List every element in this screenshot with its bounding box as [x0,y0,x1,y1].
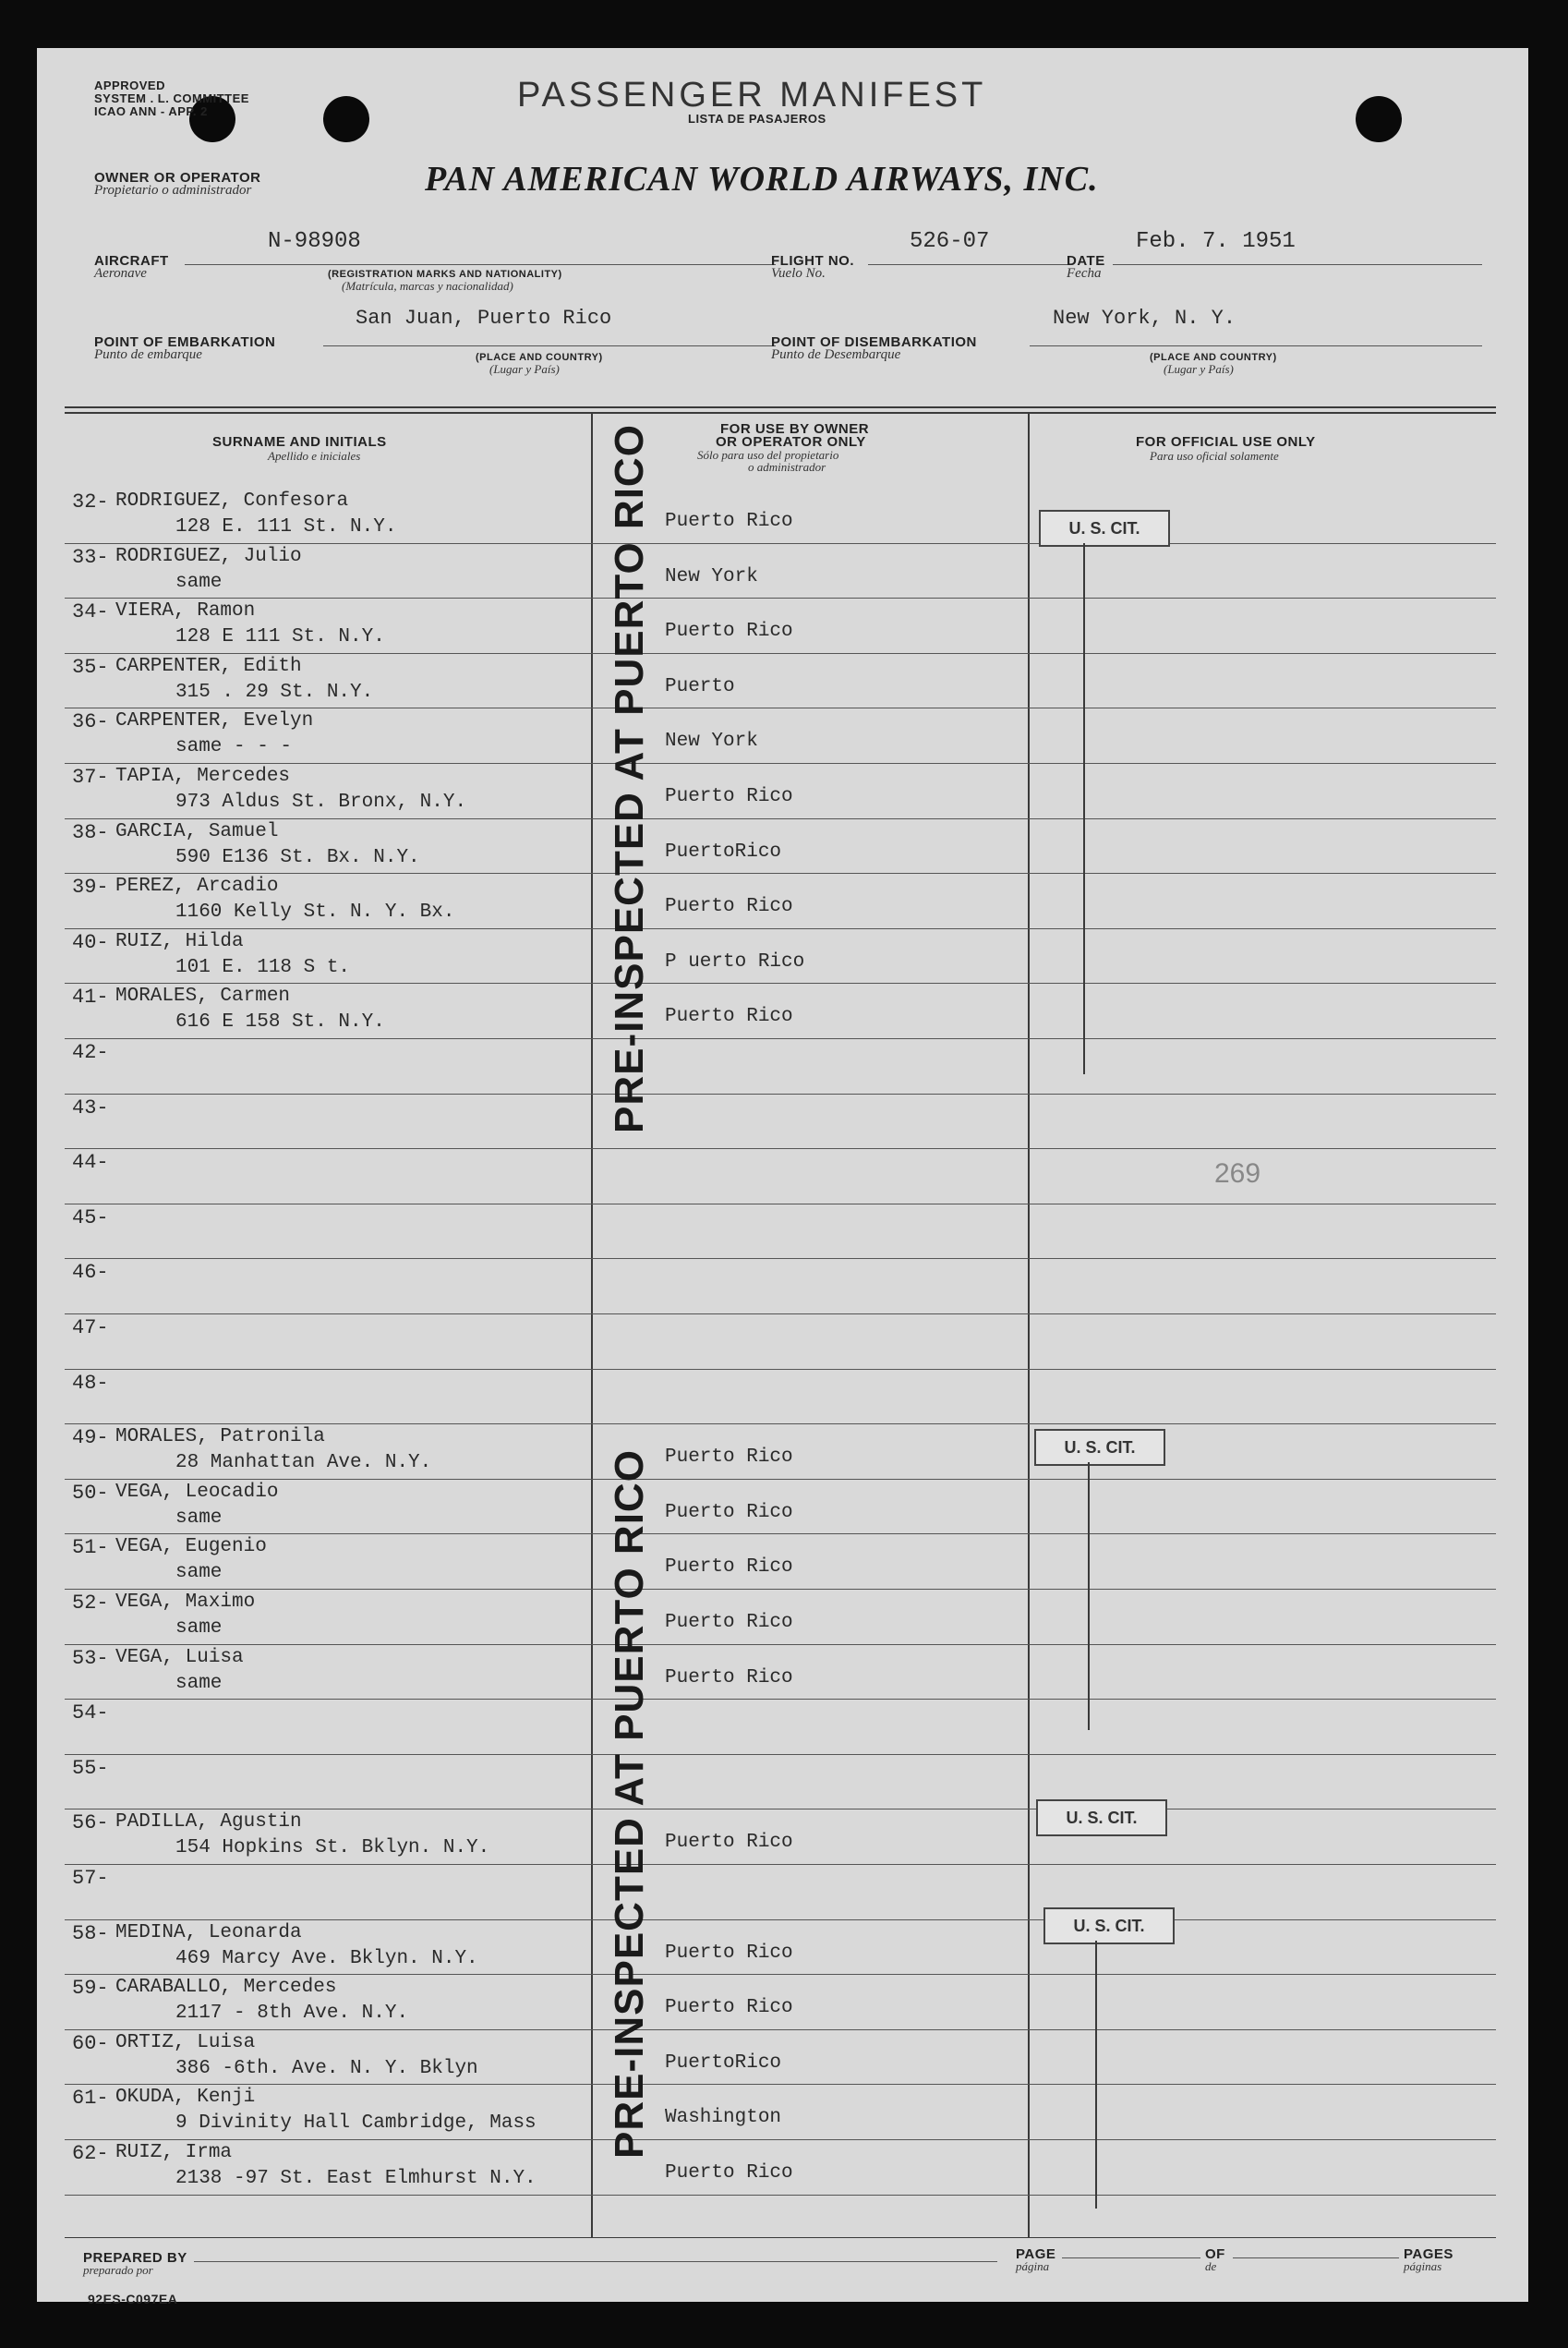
row-number: 60- [72,2031,109,2055]
passenger-name: GARCIA, Samuel [115,820,279,842]
table-row [37,1590,1528,1645]
row-number: 37- [72,766,109,789]
passenger-name: RUIZ, Hilda [115,930,244,952]
passenger-address: 128 E. 111 St. N.Y. [175,516,397,538]
row-number: 59- [72,1977,109,2001]
table-row [37,874,1528,929]
table-row [37,2085,1528,2140]
row-number: 56- [72,1811,109,1835]
prepared-by-label: PREPARED BY [83,2250,187,2266]
destination: Puerto Rico [665,1832,793,1854]
embarkation-label: POINT OF EMBARKATION [94,334,276,350]
passenger-name: RODRIGUEZ, Confesora [115,490,349,512]
row-divider [65,2195,1496,2196]
destination: Puerto Rico [665,1556,793,1579]
table-row [37,1095,1528,1150]
row-number: 50- [72,1481,109,1505]
passenger-address: 315 . 29 St. N.Y. [175,681,374,703]
passenger-address: same [175,1672,223,1694]
destination: Puerto Rico [665,896,793,918]
destination: Puerto Rico [665,1501,793,1523]
date-label: DATE [1067,253,1105,269]
passenger-name: MEDINA, Leonarda [115,1921,302,1943]
table-row [37,708,1528,764]
place-caption: (PLACE AND COUNTRY) [476,352,603,363]
registration-caption-es: (Matrícula, marcas y nacionalidad) [342,279,513,293]
row-number: 55- [72,1756,109,1780]
approved-icao: ICAO ANN - APP. 2 [94,104,208,118]
row-number: 48- [72,1371,109,1395]
destination: P uerto Rico [665,950,805,973]
page-label: PAGE [1016,2246,1056,2262]
passenger-address: 28 Manhattan Ave. N.Y. [175,1452,432,1474]
passenger-address: 9 Divinity Hall Cambridge, Mass [175,2112,537,2135]
registration-caption: (REGISTRATION MARKS AND NATIONALITY) [328,269,562,280]
row-number: 47- [72,1316,109,1339]
passenger-name: PADILLA, Agustin [115,1811,302,1834]
column-header-owner-2: OR OPERATOR ONLY [716,434,866,450]
us-cit-stamp: U. S. CIT. [1034,1429,1165,1466]
aircraft-label-es: Aeronave [94,266,147,281]
passenger-address: same [175,1617,223,1639]
table-row [37,1755,1528,1810]
passenger-name: VEGA, Luisa [115,1646,244,1668]
aircraft-label: AIRCRAFT [94,253,169,269]
table-row [37,599,1528,654]
passenger-name: TAPIA, Mercedes [115,766,291,787]
of-label-es: de [1205,2259,1217,2273]
flight-label-es: Vuelo No. [771,266,826,281]
row-number: 49- [72,1426,109,1450]
prepared-by-label-es: preparado por [83,2263,153,2277]
destination: PuertoRico [665,2051,782,2074]
destination: Puerto Rico [665,1942,793,1964]
of-label: OF [1205,2246,1225,2262]
destination: Puerto Rico [665,1612,793,1633]
table-row [37,1645,1528,1700]
passenger-address: 101 E. 118 S t. [175,956,351,978]
approved-committee: SYSTEM . L. COMMITTEE [94,91,249,105]
row-number: 45- [72,1205,109,1229]
flight-value: 526-07 [910,229,990,254]
row-number: 57- [72,1867,109,1890]
punch-hole [1356,96,1402,142]
passenger-address: 973 Aldus St. Bronx, N.Y. [175,792,467,813]
destination: Washington [665,2107,782,2129]
disembarkation-label-es: Punto de Desembarque [771,347,901,362]
row-number: 34- [72,600,109,624]
passenger-address: 590 E136 St. Bx. N.Y. [175,846,420,868]
passenger-name: PEREZ, Arcadio [115,876,279,898]
row-number: 52- [72,1592,109,1615]
passenger-address: 386 -6th. Ave. N. Y. Bklyn [175,2057,478,2079]
page-label-es: página [1016,2259,1050,2273]
owner-label-es: Propietario o administrador [94,183,252,198]
passenger-address: same [175,1507,223,1529]
passenger-name: VEGA, Eugenio [115,1536,267,1558]
table-row [37,1975,1528,2030]
page-title-es: LISTA DE PASAJEROS [688,112,826,126]
us-cit-stamp: U. S. CIT. [1039,510,1170,547]
flight-label: FLIGHT NO. [771,253,854,269]
row-number: 44- [72,1151,109,1175]
passenger-name: CARPENTER, Edith [115,655,302,677]
destination: Puerto Rico [665,1446,793,1469]
table-row [37,1865,1528,1920]
owner-label: OWNER OR OPERATOR [94,170,261,186]
date-label-es: Fecha [1067,266,1102,281]
place-caption-es: (Lugar y País) [489,362,560,376]
row-number: 61- [72,2087,109,2111]
destination: Puerto Rico [665,1666,793,1688]
table-row [37,2030,1528,2086]
row-number: 51- [72,1536,109,1560]
passenger-name: CARPENTER, Evelyn [115,710,314,732]
form-number: 92ES-C097EA [88,2292,178,2306]
table-row [37,819,1528,875]
table-row [37,1534,1528,1590]
passenger-address: same - - - [175,736,293,758]
table-row [37,1424,1528,1480]
row-number: 41- [72,986,109,1010]
place-caption-es-2: (Lugar y País) [1164,362,1234,376]
pages-label-es: páginas [1404,2259,1442,2273]
passenger-address: 616 E 158 St. N.Y. [175,1011,385,1034]
passenger-name: OKUDA, Kenji [115,2087,256,2109]
table-row [37,544,1528,599]
row-number: 43- [72,1095,109,1120]
passenger-address: same [175,571,223,593]
owner-value: PAN AMERICAN WORLD AIRWAYS, INC. [425,160,1099,199]
destination: PuertoRico [665,841,782,863]
table-row [37,1370,1528,1425]
column-header-surname-es: Apellido e iniciales [268,449,361,463]
table-row [37,1204,1528,1260]
column-header-owner-1: FOR USE BY OWNER [720,421,870,437]
passenger-name: VEGA, Maximo [115,1592,256,1613]
place-caption-2: (PLACE AND COUNTRY) [1150,352,1277,363]
page-title: PASSENGER MANIFEST [517,76,987,115]
embarkation-value: San Juan, Puerto Rico [356,307,612,330]
passenger-address: 2117 - 8th Ave. N.Y. [175,2003,409,2025]
pre-inspected-stamp-1: PRE-INSPECTED AT PUERTO RICO [607,424,652,1133]
passenger-name: RUIZ, Irma [115,2142,233,2163]
manifest-sheet [37,48,1528,2306]
passenger-address: 1160 Kelly St. N. Y. Bx. [175,902,455,924]
row-number: 39- [72,876,109,900]
passenger-name: RODRIGUEZ, Julio [115,545,302,567]
destination: New York [665,565,758,587]
passenger-address: 469 Marcy Ave. Bklyn. N.Y. [175,1947,478,1969]
row-number: 58- [72,1921,109,1945]
row-number: 42- [72,1041,109,1064]
destination: Puerto [665,675,735,697]
table-row [37,1809,1528,1865]
approved-label: APPROVED [94,79,165,92]
column-header-official-es: Para uso oficial solamente [1150,449,1279,463]
table-row [37,984,1528,1039]
passenger-name: VIERA, Ramon [115,600,256,623]
row-number: 36- [72,710,109,734]
table-row [37,489,1528,544]
passenger-name: CARABALLO, Mercedes [115,1977,337,1999]
table-row [37,1039,1528,1095]
passenger-name: MORALES, Patronila [115,1426,325,1448]
punch-hole [323,96,369,142]
passenger-address: 154 Hopkins St. Bklyn. N.Y. [175,1837,490,1859]
passenger-address: 2138 -97 St. East Elmhurst N.Y. [175,2168,537,2189]
column-header-owner-es-1: Sólo para uso del propietario [697,448,839,462]
row-number: 38- [72,820,109,844]
row-number: 54- [72,1701,109,1725]
disembarkation-value: New York, N. Y. [1053,307,1236,330]
destination: Puerto Rico [665,1006,793,1028]
row-number: 40- [72,930,109,954]
destination: New York [665,731,758,753]
table-row [37,764,1528,819]
row-number: 33- [72,545,109,569]
pages-label: PAGES [1404,2246,1453,2262]
us-cit-stamp: U. S. CIT. [1043,1907,1175,1944]
passenger-name: ORTIZ, Luisa [115,2031,256,2053]
column-header-official: FOR OFFICIAL USE ONLY [1136,434,1316,450]
column-header-owner-es-2: o administrador [748,460,826,474]
pre-inspected-stamp-2: PRE-INSPECTED AT PUERTO RICO [607,1449,652,2159]
table-row [37,1700,1528,1755]
date-value: Feb. 7. 1951 [1136,229,1296,254]
passenger-name: VEGA, Leocadio [115,1481,279,1503]
column-header-surname: SURNAME AND INITIALS [212,434,387,450]
table-row [37,1149,1528,1204]
row-number: 53- [72,1646,109,1670]
embarkation-label-es: Punto de embarque [94,347,202,362]
table-row [37,1480,1528,1535]
passenger-address: same [175,1562,223,1584]
table-row [37,654,1528,709]
destination: Puerto Rico [665,621,793,643]
table-row [37,2140,1528,2196]
table-row [37,1259,1528,1314]
row-number: 32- [72,490,109,514]
disembarkation-label: POINT OF DISEMBARKATION [771,334,977,350]
destination: Puerto Rico [665,786,793,807]
table-row [37,1314,1528,1370]
aircraft-value: N-98908 [268,229,361,254]
destination: Puerto Rico [665,511,793,532]
destination: Puerto Rico [665,2162,793,2184]
row-number: 62- [72,2142,109,2165]
page-number-note: 269 [1214,1158,1261,1189]
destination: Puerto Rico [665,1997,793,2019]
row-number: 46- [72,1261,109,1285]
passenger-name: MORALES, Carmen [115,986,291,1008]
table-row [37,1920,1528,1976]
us-cit-stamp: U. S. CIT. [1036,1799,1167,1836]
row-number: 35- [72,655,109,679]
passenger-address: 128 E 111 St. N.Y. [175,626,385,648]
table-row [37,929,1528,985]
